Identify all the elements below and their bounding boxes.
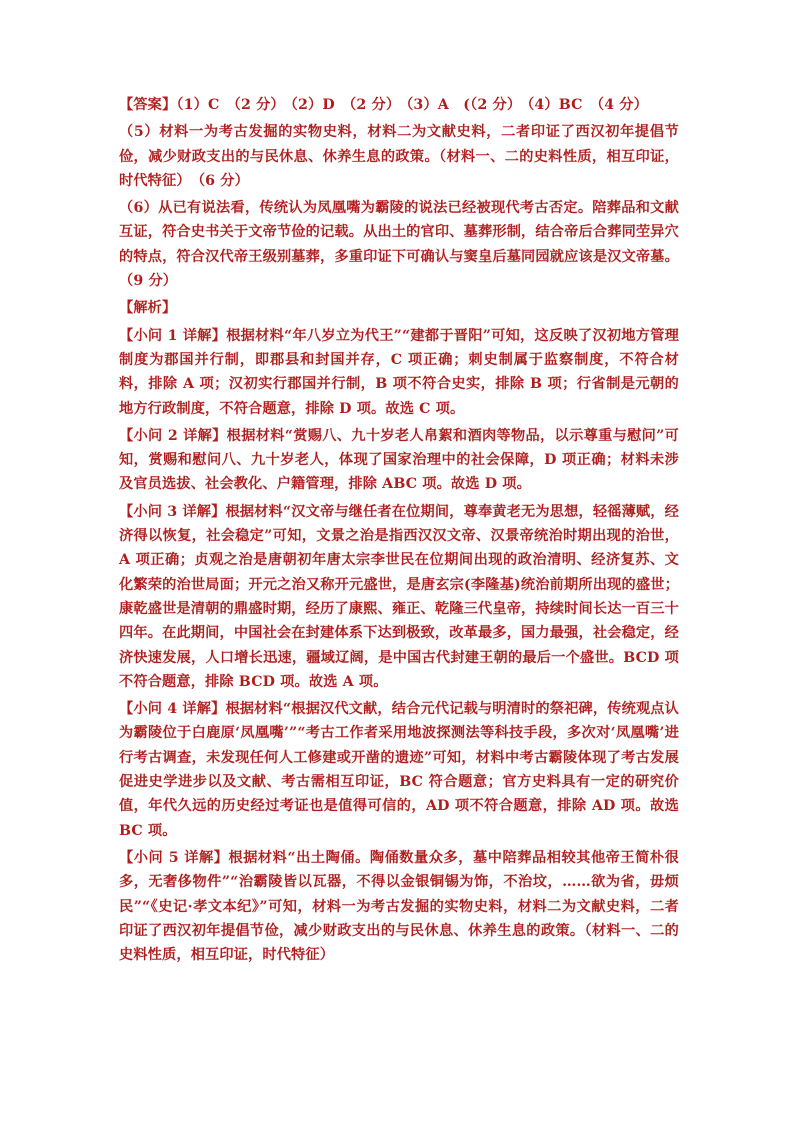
analysis-item-tag: 【小问 4 详解】	[119, 701, 226, 718]
analysis-item-1	[119, 324, 679, 421]
analysis-item-tag: 【小问 5 详解】	[119, 849, 229, 866]
answer-q6: （6）从已有说法看，传统认为凤凰嘴为霸陵的说法已经被现代考古否定。陪葬品和文献互证，符合史书关于文帝节俭的记载。从出土的官印、墓葬形制，结合帝后合葬同茔异穴的特点，符合汉代帝王级别墓葬，多重印证下可确认与窦皇后墓同园就应该是汉文帝墓。（9 分）	[119, 200, 679, 290]
answer-line	[119, 93, 679, 117]
analysis-item-text: 根据材料“汉文帝与继任者在位期间，尊奉黄老无为思想，轻徭薄赋，经济得以恢复，社会稳定”可知，文景之治是指西汉汉文帝、汉景帝统治时期出现的治世，A 项正确；贞观之治是唐朝初年唐太宗李世民在位期间出现的政治清明、经济复苏、文化繁荣的治世局面；开元之治又称开元盛世，是唐玄宗(李隆基)统治前期所出现的盛世；康乾盛世是清朝的鼎盛时期，经历了康熙、雍正、乾隆三代皇帝，持续时间长达一百三十四年。在此期间，中国社会在封建体系下达到极致，改革最多，国力最强，社会稳定，经济快速发展，人口增长迅速，疆域辽阔，是中国古代封建王朝的最后一个盛世。BCD 项不符合题意，排除 BCD 项。故选 A 项。	[119, 503, 679, 690]
answer-q5: （5）材料一为考古发掘的实物史料，材料二为文献史料，二者印证了西汉初年提倡节俭，减少财政支出的与民休息、休养生息的政策。（材料一、二的史料性质，相互印证，时代特征） （6 分）	[119, 124, 679, 189]
answer-item-2: （2）D （2 分）	[290, 97, 401, 113]
answer-item-1: （1）C （2 分）	[176, 97, 285, 113]
analysis-item-tag: 【小问 3 详解】	[119, 503, 226, 520]
analysis-item-5	[119, 846, 679, 967]
analysis-item-tag: 【小问 1 详解】	[119, 327, 227, 344]
analysis-item-3	[119, 500, 679, 694]
analysis-item-tag: 【小问 2 详解】	[119, 427, 227, 444]
answer-item-3: （3）A (（2 分）	[406, 97, 522, 113]
answer-item-4: （4）BC （4 分）	[527, 97, 648, 113]
analysis-item-text: 根据材料“根据汉代文献，结合元代记载与明清时的祭祀碑，传统观点认为霸陵位于白鹿原‘凤凰嘴’”“考古工作者采用地波探测法等科技手段，多次对‘凤凰嘴’进行考古调查，未发现任何人工修建或开凿的遗迹”可知，材料中考古霸陵体现了考古发展促进史学进步以及文献、考古需相互印证，BC 符合题意；官方史料具有一定的研究价值，年代久远的历史经过考证也是值得可信的，AD 项不符合题意，排除 AD 项。故选 BC 项。	[119, 701, 679, 839]
analysis-item-4	[119, 697, 679, 843]
answer-document	[119, 93, 679, 970]
analysis-item-text: 根据材料“年八岁立为代王”“建都于晋阳”可知，这反映了汉初地方管理制度为郡国并行制，即郡县和封国并存，C 项正确；刺史制属于监察制度，不符合材料，排除 A 项；汉初实行郡国并行制，B 项不符合史实，排除 B 项；行省制是元朝的地方行政制度，不符合题意，排除 D 项。故选 C 项。	[119, 327, 679, 417]
analysis-item-text: 根据材料“出土陶俑。陶俑数量众多，墓中陪葬品相较其他帝王简朴很多，无奢侈物件”“治霸陵皆以瓦器，不得以金银铜锡为饰，不治坟，……欲为省，毋烦民”“《史记·孝文本纪》”可知，材料一为考古发掘的实物史料，材料二为文献史料，二者印证了西汉初年提倡节俭，减少财政支出的与民休息、休养生息的政策。（材料一、二的史料性质，相互印证，时代特征）	[119, 849, 679, 964]
analysis-label: 【解析】	[119, 300, 177, 317]
analysis-item-text: 根据材料“赏赐八、九十岁老人帛絮和酒肉等物品，以示尊重与慰问”可知，赏赐和慰问八、九十岁老人，体现了国家治理中的社会保障，D 项正确；材料未涉及官员选拔、社会教化、户籍管理，排除 ABC 项。故选 D 项。	[119, 427, 679, 493]
analysis-item-2	[119, 424, 679, 497]
answer-label: 【答案】	[119, 97, 177, 113]
